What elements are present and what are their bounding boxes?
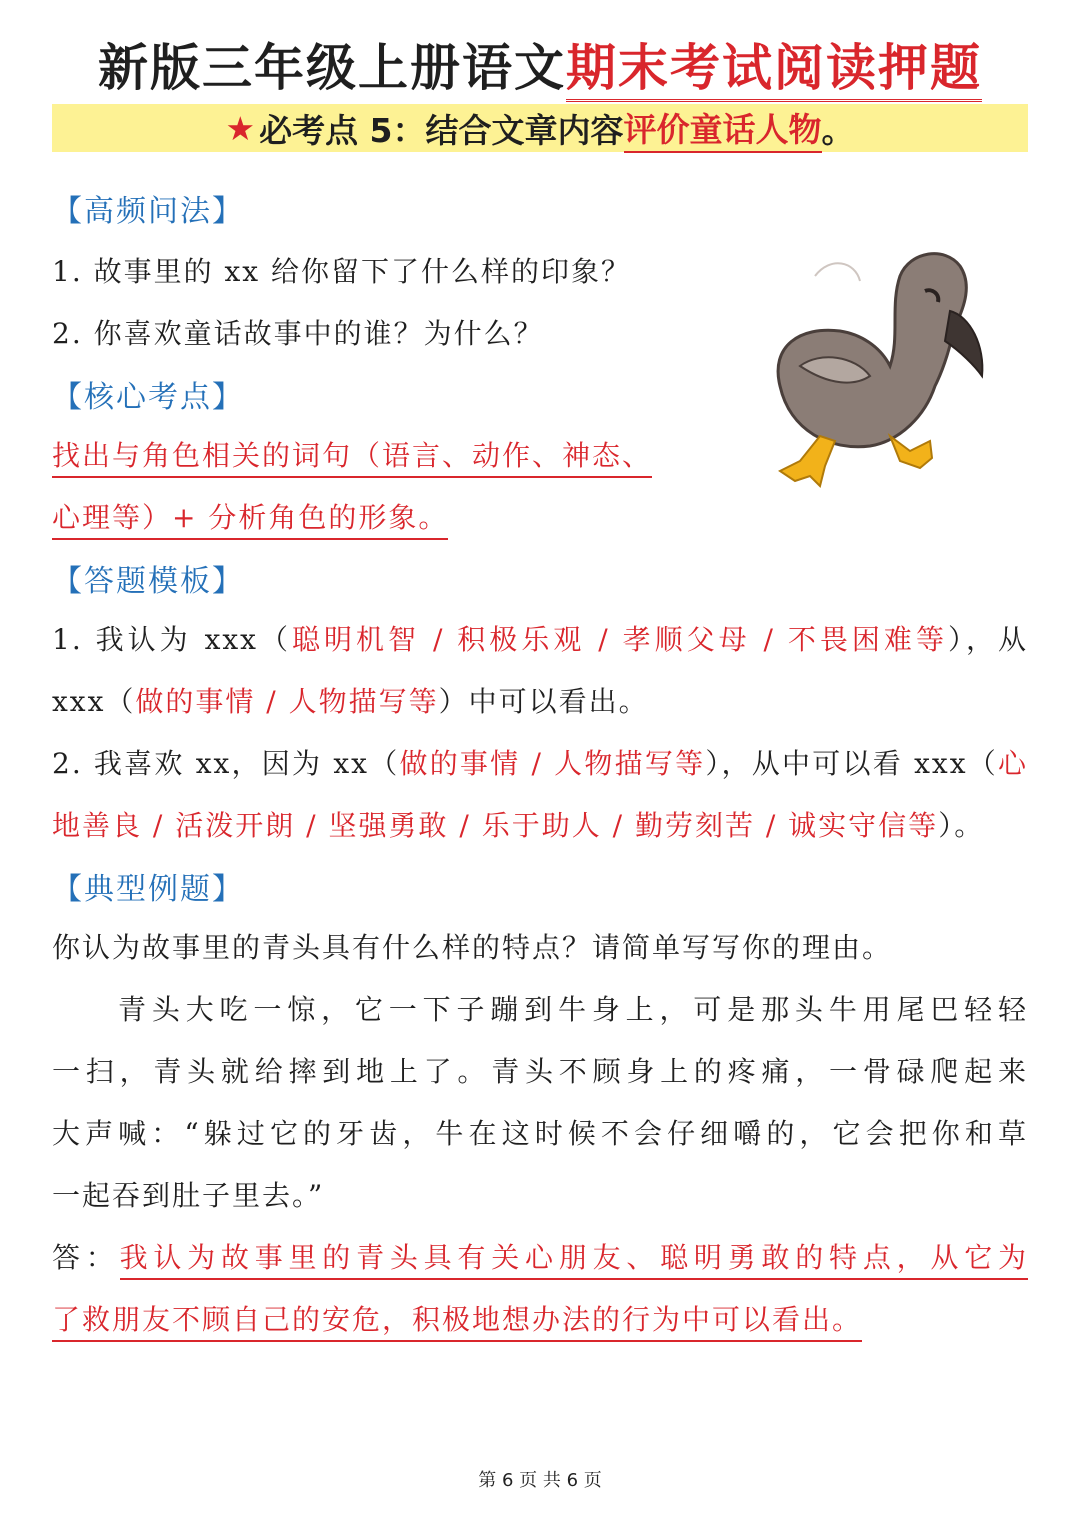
- template-2-line-1: 2. 我喜欢 xx，因为 xx（做的事情 / 人物描写等），从中可以看 xxx（心: [52, 747, 1028, 780]
- section-heading-example: 【典型例题】: [52, 872, 244, 907]
- star-icon: ★: [225, 108, 256, 148]
- passage-line-1: 青头大吃一惊，它一下子蹦到牛身上，可是那头牛用尾巴轻轻: [118, 993, 1028, 1026]
- passage-line-2: 一扫，青头就给摔到地上了。青头不顾身上的疼痛，一骨碌爬起来: [52, 1055, 1028, 1088]
- section-heading-core: 【核心考点】: [52, 380, 244, 415]
- page-title: [0, 28, 1080, 100]
- answer-line-2: 了救朋友不顾自己的安危，积极地想办法的行为中可以看出。: [52, 1298, 862, 1338]
- question-1: 1. 故事里的 xx 给你留下了什么样的印象？: [52, 255, 631, 288]
- question-2: 2. 你喜欢童话故事中的谁？为什么？: [52, 317, 544, 350]
- section-heading-frequent: 【高频问法】: [52, 194, 244, 229]
- core-line-2: 心理等）+ 分析角色的形象。: [52, 496, 448, 536]
- passage-line-3: 大声喊：“躲过它的牙齿，牛在这时候不会仔细嚼的，它会把你和草: [52, 1117, 1028, 1150]
- title-black: 新版三年级上册语文: [98, 39, 566, 97]
- title-red: 期末考试阅读押题: [566, 39, 982, 102]
- section-heading-template: 【答题模板】: [52, 564, 244, 599]
- key-point-banner: [52, 104, 1028, 152]
- example-question: 你认为故事里的青头具有什么样的特点？请简单写写你的理由。: [52, 931, 893, 964]
- duck-illustration: [760, 236, 990, 496]
- template-1-line-1: 1. 我认为 xxx（聪明机智 / 积极乐观 / 孝顺父母 / 不畏困难等），从: [52, 623, 1028, 656]
- banner-suffix: 。: [821, 110, 855, 150]
- answer-line-1: 答：我认为故事里的青头具有关心朋友、聪明勇敢的特点，从它为: [52, 1236, 1028, 1276]
- core-line-1: 找出与角色相关的词句（语言、动作、神态、: [52, 434, 652, 474]
- page-footer: 第 6 页 共 6 页: [478, 1470, 602, 1491]
- template-2-line-2: 地善良 / 活泼开朗 / 坚强勇敢 / 乐于助人 / 勤劳刻苦 / 诚实守信等）。: [52, 809, 985, 842]
- banner-highlight: 评价童话人物: [624, 104, 822, 153]
- template-1-line-2: xxx（做的事情 / 人物描写等）中可以看出。: [52, 685, 649, 718]
- passage-line-4: 一起吞到肚子里去。”: [52, 1179, 325, 1212]
- banner-prefix: 必考点 5：结合文章内容: [259, 110, 624, 150]
